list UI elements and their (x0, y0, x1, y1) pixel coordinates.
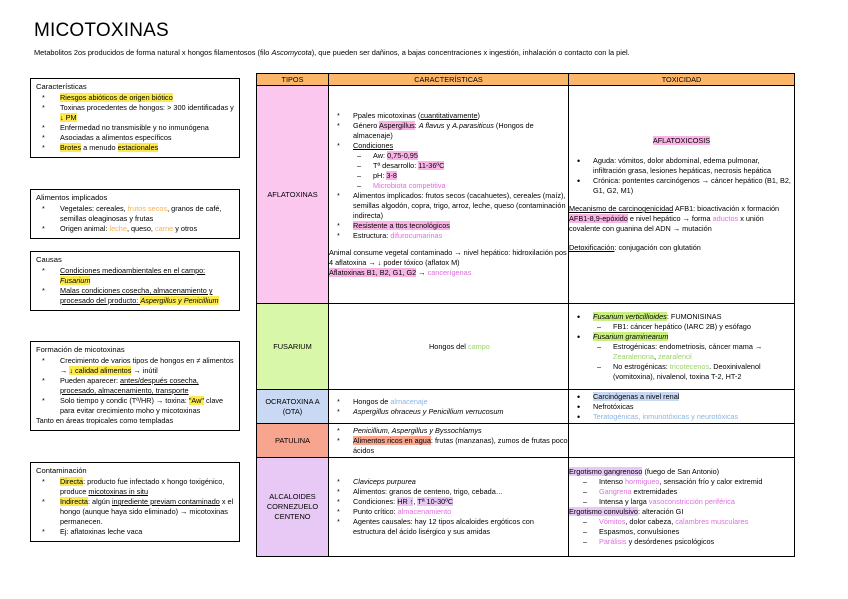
header-toxicidad: TOXICIDAD (569, 74, 795, 86)
tipo-alcaloides: ALCALOIDES CORNEZUELO CENTENO (257, 458, 329, 557)
table-row-aflatoxinas (257, 86, 795, 304)
table-row-ocratoxina (257, 390, 795, 424)
header-caracteristicas: CARACTERÍSTICAS (329, 74, 569, 86)
caracteristicas-aflatoxinas: * Ppales micotoxinas (cuantitativamente) * Género Aspergillus: A flavus y A.parasiticus (Hongos de almacenaje) * Condiciones – Aw: 0,75-0,95 – Tª desarrollo: 11-36ºC – pH: 3-8 – Microbiota competitiva * Alimentos implicados: frutos secos (cacahuetes), cereales (maíz), semillas algodón, copra, trigo, arroz, leche, queso (contaminación indirecta) * Resistente a ttos tecnológicos * Estructura: difurocumarinas Animal consume vegetal contaminado → nivel hepático: hidroxilación pos 4 aflatoxina → ↓ poder tóxico (aflatox M) Aflatoxinas B1, B2, G1, G2 → cancerígenas (329, 86, 569, 304)
list-item: * Pueden aparecer: antes/después cosecha, procesado, almacenamiento, transporte (42, 376, 234, 396)
list-item: * Crecimiento de varios tipos de hongos en ≠ alimentos → ↓ calidad alimentos → inútil (42, 356, 234, 376)
caracteristicas-ocratoxina: * Hongos de almacenaje * Aspergillus ohraceus y Penicillium verrucosum (329, 390, 569, 424)
tipo-aflatoxinas: AFLATOXINAS (257, 86, 329, 304)
table-row-fusarium (257, 304, 795, 390)
box-heading: Formación de micotoxinas (36, 345, 125, 354)
box-heading: Alimentos implicados (36, 193, 108, 202)
list-item-note: * Ej: aflatoxinas leche vaca (42, 527, 234, 537)
toxicidad-alcaloides: Ergotismo gangrenoso (fuego de San Antonio) – Intenso hormigueo, sensación frío y calor extremid – Gangrena extremidades – Intensa y larga vasoconstricción periférica Ergotismo convulsivo: alteración GI – Vómitos, dolor cabeza, calambres musculares – Espasmos, convulsiones – Parálisis y desórdenes psicológicos (569, 458, 795, 557)
box-alimentos (30, 189, 240, 239)
list-item: * Malas condiciones cosecha, almacenamiento y procesado del producto: Aspergillus y Penicillium (42, 286, 234, 306)
list-item: * Vegetales: cereales, frutos secos, granos de café, semillas oleaginosas y frutas (42, 204, 234, 224)
box-note: Tanto en áreas tropicales como templadas (36, 416, 174, 425)
box-formacion (30, 341, 240, 431)
box-caracteristicas (30, 78, 240, 158)
toxicidad-fusarium: • Fusarium verticillioides: FUMONISINAS – FB1: cáncer hepático (IARC 2B) y esófago • Fusarium graminearum – Estrogénicas: endometriosis, cáncer mama → Zearalenona, zearalenol – No estrogénicas: tricotecenos. Deoxinivalenol (vomitoxina), nivalenol, toxina T-2, HT-2 (569, 304, 795, 390)
box-contaminacion (30, 462, 240, 542)
caracteristicas-patulina: * Penicillium, Aspergillus y Byssochlamys * Alimentos ricos en agua: frutas (manzanas), zumos de frutas poco ácidos (329, 424, 569, 458)
page-title: MICOTOXINAS (34, 20, 169, 41)
table-row-patulina (257, 424, 795, 458)
toxicidad-aflatoxinas: AFLATOXICOSIS • Aguda: vómitos, dolor abdominal, edema pulmonar, infiltración grasa, lesiones hepáticas, necrosis hepática • Crónica: pontentes carcinógenos → cáncer hepático (B1, B2, G1, G2, M1) Mecanismo de carcinogenicidad AFB1: bioactivación x formación AFB1-8,9-epóxido e nivel hepático → forma aductos x unión covalente con guanina del ADN → mutación Detoxificación: conjugación con glutatión (569, 86, 795, 304)
tipo-patulina: PATULINA (257, 424, 329, 458)
mycotoxin-table (256, 73, 795, 557)
list-item: * Toxinas procedentes de hongos: > 300 identificadas y ↓ PM (42, 103, 234, 123)
box-causas (30, 251, 240, 311)
list-item: * Indirecta: algún ingrediente previam contaminado x el hongo (aunque haya sido eliminado) → micotoxinas permanecen. (42, 497, 234, 527)
caracteristicas-fusarium: Hongos del campo (329, 304, 569, 390)
tipo-ocratoxina: OCRATOXINA A (OTA) (257, 390, 329, 424)
list-item: * Asociadas a alimentos específicos (42, 133, 234, 143)
list-item: * Condiciones medioambientales en el campo: Fusarium (42, 266, 234, 286)
box-heading: Causas (36, 255, 62, 264)
list-item: * Directa: producto fue infectado x hongo toxigénico, produce micotoxinas in situ (42, 477, 234, 497)
table-header-row (257, 74, 795, 86)
header-tipos: TIPOS (257, 74, 329, 86)
toxicidad-patulina (569, 424, 795, 458)
tipo-fusarium: FUSARIUM (257, 304, 329, 390)
list-item: * Brotes a menudo estacionales (42, 143, 234, 153)
toxicidad-ocratoxina: • Carcinógenas a nivel renal • Nefrotóxicas • Teratogénicas, inmunotóxicas y neurotóxicas (569, 390, 795, 424)
caracteristicas-alcaloides: * Claviceps purpurea * Alimentos: granos de centeno, trigo, cebada… * Condiciones: HR ↑, Tª 10-30ºC * Punto crítico: almacenamiento * Agentes causales: hay 12 tipos alcaloides ergóticos con estructura del ácido lisérgico y sus amidas (329, 458, 569, 557)
list-item: * Origen animal: leche, queso, carne y otros (42, 224, 234, 234)
box-heading: Contaminación (36, 466, 87, 475)
list-item: * Riesgos abióticos de origen biótico (42, 93, 234, 103)
box-heading: Características (36, 82, 87, 91)
list-item: * Solo tiempo y condic (Tª/HR) → toxina: "Aw" clave para evitar crecimiento moho y micotoxinas (42, 396, 234, 416)
table-row-alcaloides (257, 458, 795, 557)
list-item: * Enfermedad no transmisible y no inmunógena (42, 123, 234, 133)
page-subtitle: Metabolitos 2os producidos de forma natural x hongos filamentosos (filo Ascomycota), que pueden ser dañinos, a bajas concentraciones x ingestión, inhalación o contacto con la piel. (34, 48, 630, 57)
